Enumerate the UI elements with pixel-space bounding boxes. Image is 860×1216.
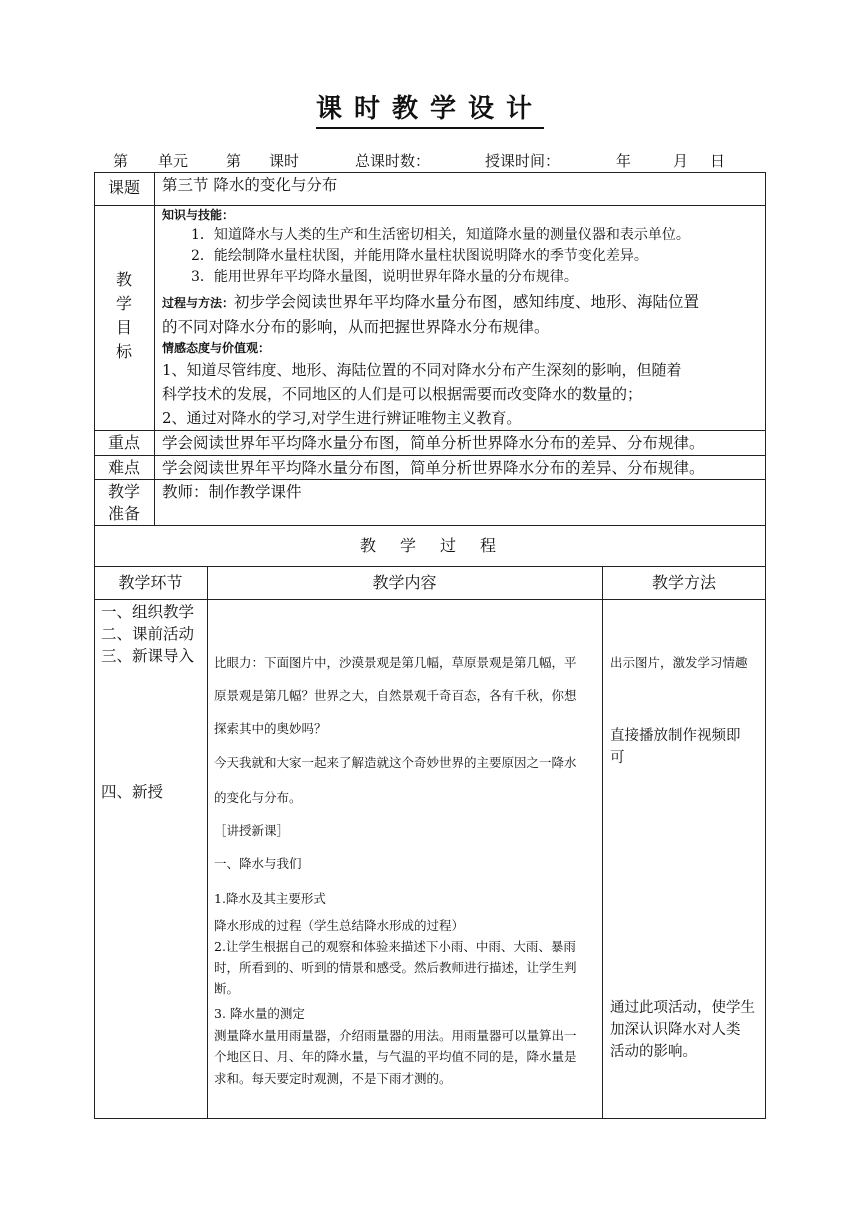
- method-line: 直接播放制作视频即: [610, 728, 741, 744]
- process-title: 教 学 过 程: [359, 536, 500, 555]
- emotion-item: 1、知道尽管纬度、地形、海陆位置的不同对降水分布产生深刻的影响，但随着: [162, 361, 682, 379]
- method-line: 可: [610, 750, 625, 766]
- key-point-value: 学会阅读世界年平均降水量分布图，简单分析世界降水分布的差异、分布规律。: [162, 434, 705, 452]
- content-line: 的变化与分布。: [214, 790, 302, 805]
- col-divider: [154, 172, 155, 525]
- objectives-label: 教 学 目 标: [115, 270, 132, 361]
- preparation-label: 教学 准备: [107, 482, 140, 523]
- method-line: 活动的影响。: [610, 1044, 697, 1060]
- content-line: 降水形成的过程（学生总结降水形成的过程）: [214, 918, 465, 933]
- content-line: 原景观是第几幅？世界之大，自然景观千奇百态，各有千秋，你想: [214, 688, 577, 703]
- stage-item: 二、课前活动: [101, 625, 195, 643]
- content-line: 比眼力：下面图片中，沙漠景观是第几幅，草原景观是第几幅，平: [214, 655, 577, 670]
- content-line: 测量降水量用雨量器，介绍雨量器的用法。用雨量器可以量算出一: [214, 1028, 577, 1043]
- topic-value: 第三节 降水的变化与分布: [162, 176, 338, 194]
- process-heading: 过程与方法：: [162, 296, 235, 310]
- content-line: 今天我就和大家一起来了解造就这个奇妙世界的主要原因之一降水: [214, 755, 577, 770]
- row-divider: [94, 205, 766, 206]
- content-line: 断。: [214, 981, 240, 996]
- method-line: 出示图片，激发学习情趣: [610, 655, 748, 670]
- content-line: ［讲授新课］: [214, 823, 290, 838]
- emotion-item: 科学技术的发展，不同地区的人们是可以根据需要而改变降水的数量的；: [162, 385, 643, 403]
- knowledge-item: 1．知道降水与人类的生产和生活密切相关，知道降水量的测量仪器和表示单位。: [191, 227, 690, 243]
- difficulty-label: 难点: [107, 458, 140, 477]
- total-lessons-label: 总课时数：: [355, 152, 431, 170]
- content-line: 个地区日、月、年的降水量，与气温的平均值不同的是，降水量是: [214, 1049, 577, 1064]
- content-line: 时，所看到的、听到的情景和感受。然后教师进行描述，让学生判: [214, 960, 577, 975]
- column-header-content: 教学内容: [372, 573, 437, 592]
- date-label: 授课时间：: [485, 152, 561, 170]
- process-text-cont: 的不同对降水分布的影响，从而把握世界降水分布规律。: [162, 318, 550, 336]
- col-divider: [602, 566, 603, 1119]
- row-divider: [94, 599, 766, 600]
- topic-label: 课题: [107, 178, 140, 197]
- process-text: 过程与方法：初步学会阅读世界年平均降水量分布图，感知纬度、地形、海陆位置: [162, 293, 700, 311]
- year-label: 年: [616, 152, 632, 170]
- emotion-item: 2、通过对降水的学习,对学生进行辨证唯物主义教育。: [162, 409, 522, 427]
- unit-suffix: 单元: [158, 152, 189, 170]
- knowledge-item: 2．能绘制降水量柱状图，并能用降水量柱状图说明降水的季节变化差异。: [191, 248, 648, 264]
- unit-prefix: 第: [113, 152, 129, 170]
- method-line: 加深认识降水对人类: [610, 1022, 741, 1038]
- key-point-label: 重点: [107, 433, 140, 452]
- content-line: 探索其中的奥妙吗？: [214, 721, 327, 736]
- stage-item: 四、新授: [101, 783, 164, 801]
- col-divider: [207, 566, 208, 1119]
- day-label: 日: [710, 152, 726, 170]
- row-divider: [94, 525, 766, 526]
- content-line: 一、降水与我们: [214, 856, 302, 871]
- content-line: 1.降水及其主要形式: [214, 891, 326, 906]
- content-line: 求和。每天要定时观测，不是下雨才测的。: [214, 1071, 452, 1086]
- column-header-stage: 教学环节: [118, 573, 183, 592]
- knowledge-item: 3．能用世界年平均降水量图，说明世界年降水量的分布规律。: [191, 269, 578, 285]
- month-label: 月: [673, 152, 689, 170]
- difficulty-value: 学会阅读世界年平均降水量分布图，简单分析世界降水分布的差异、分布规律。: [162, 459, 705, 477]
- preparation-value: 教师：制作教学课件: [162, 483, 302, 501]
- row-divider: [94, 566, 766, 567]
- knowledge-heading: 知识与技能：: [162, 208, 235, 222]
- lesson-suffix: 课时: [269, 152, 300, 170]
- method-line: 通过此项活动，使学生: [610, 1000, 755, 1016]
- stage-item: 一、组织教学: [101, 603, 195, 621]
- content-line: 3. 降水量的测定: [214, 1006, 305, 1021]
- emotion-heading: 情感态度与价值观：: [162, 341, 271, 355]
- column-header-method: 教学方法: [651, 573, 716, 592]
- page-title: 课时教学设计: [0, 88, 860, 125]
- lesson-prefix: 第: [226, 152, 242, 170]
- content-line: 2.让学生根据自己的观察和体验来描述下小雨、中雨、大雨、暴雨: [214, 939, 576, 954]
- stage-item: 三、新课导入: [101, 647, 195, 665]
